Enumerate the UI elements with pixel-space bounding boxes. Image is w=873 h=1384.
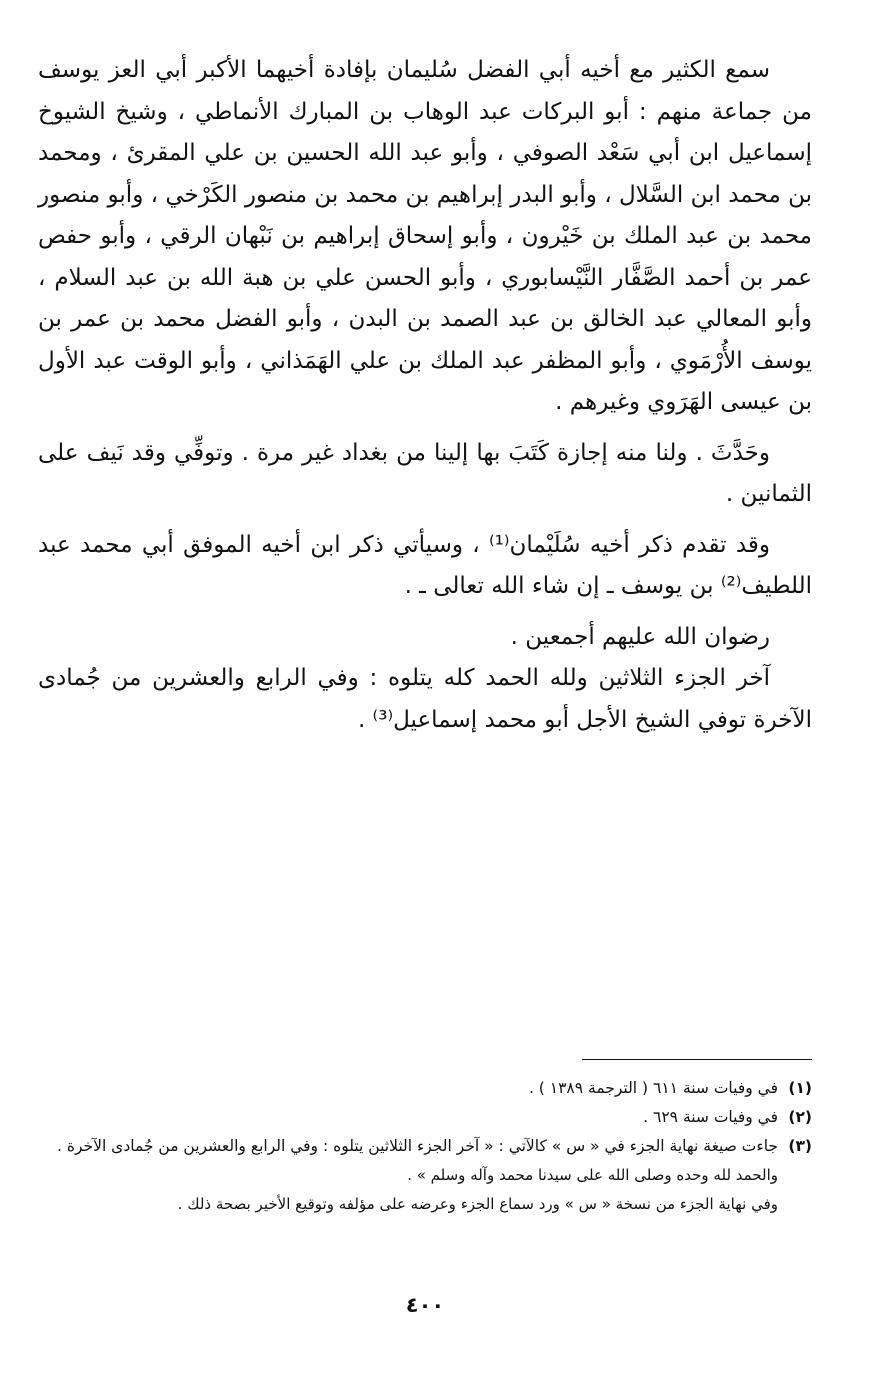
footnote-1 bbox=[38, 1074, 812, 1103]
footnotes bbox=[38, 1074, 812, 1219]
document-page bbox=[38, 50, 812, 1350]
footnote-number: (٢) bbox=[788, 1108, 812, 1126]
footnote-3 bbox=[38, 1132, 812, 1161]
footnote-text: في وفيات سنة ٦٢٩ . bbox=[643, 1108, 778, 1126]
footnote-3-continuation-2: وفي نهاية الجزء من نسخة « س » ورد سماع الجزء وعرضه على مؤلفه وتوقيع الأخير بصحة ذلك . bbox=[177, 1195, 778, 1213]
main-text bbox=[38, 50, 812, 741]
paragraph-cross-reference: وقد تقدم ذكر أخيه سُلَيْمان⁽¹⁾ ، وسيأتي ذكر ابن أخيه الموفق أبي محمد عبد اللطيف⁽²⁾ بن يوسف ـ إن شاء الله تعالى ـ . bbox=[38, 531, 812, 599]
paragraph-biography: سمع الكثير مع أخيه أبي الفضل سُليمان بإفادة أخيهما الأكبر أبي العز يوسف من جماعة منهم : أبو البركات عبد الوهاب بن المبارك الأنماطي ، وشيخ الشيوخ إسماعيل ابن أبي سَعْد الصوفي ، وأبو عبد الله الحسين بن علي المقرئ ، ومحمد بن محمد ابن السَّلال ، وأبو البدر إبراهيم بن محمد بن منصور الكَرْخي ، وأبو منصور محمد بن عبد الملك بن خَيْرون ، وأبو إسحاق إبراهيم بن نَبْهان الرقي ، وأبو حفص عمر بن أحمد الصَّفَّار النَّيْسابوري ، وأبو الحسن علي بن هبة الله بن عبد السلام ، وأبو المعالي عبد الخالق بن عبد الصمد بن البدن ، وأبو الفضل محمد بن عمر بن يوسف الأُرْمَوي ، وأبو المظفر عبد الملك بن علي الهَمَذاني ، وأبو الوقت عبد الأول بن عيسى الهَرَوي وغيرهم . bbox=[38, 57, 812, 415]
footnote-text: جاءت صيغة نهاية الجزء في « س » كالآتي : « آخر الجزء الثلاثين يتلوه : وفي الرابع والعشرين من جُمادى الآخرة . bbox=[57, 1137, 778, 1155]
footnote-number: (١) bbox=[788, 1079, 812, 1097]
page-number: ٤٠٠ bbox=[405, 1293, 445, 1317]
footnote-number: (٣) bbox=[788, 1137, 812, 1155]
footnote-2 bbox=[38, 1103, 812, 1132]
paragraph-blessing: رضوان الله عليهم أجمعين . bbox=[510, 623, 770, 650]
footnote-divider bbox=[582, 1059, 812, 1060]
paragraph-narration: وحَدَّثَ . ولنا منه إجازة كَتَبَ بها إلينا من بغداد غير مرة . وتوفِّي وقد نَيف على الثمانين . bbox=[38, 439, 812, 507]
footnote-text: في وفيات سنة ٦١١ ( الترجمة ١٣٨٩ ) . bbox=[528, 1079, 778, 1097]
paragraph-part-end: آخر الجزء الثلاثين ولله الحمد كله يتلوه : وفي الرابع والعشرين من جُمادى الآخرة توفي الشيخ الأجل أبو محمد إسماعيل⁽³⁾ . bbox=[38, 665, 812, 733]
footnote-3-continuation-1: والحمد لله وحده وصلى الله على سيدنا محمد وآله وسلم » . bbox=[407, 1166, 778, 1184]
